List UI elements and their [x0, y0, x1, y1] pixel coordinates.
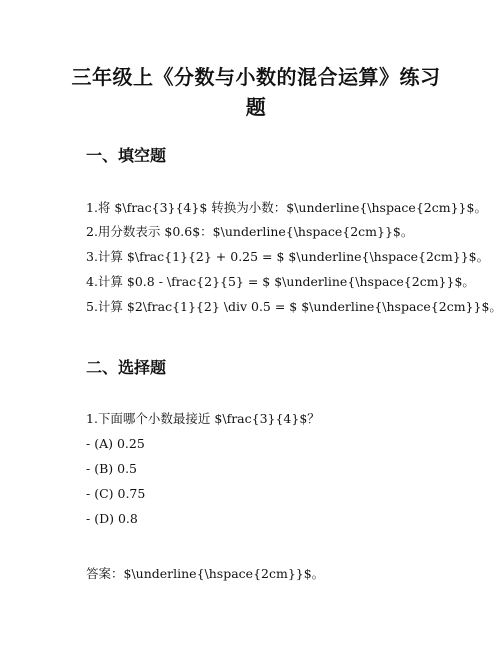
choice-question-1: 1.下面哪个小数最接近 $\frac{3}{4}$？	[86, 411, 320, 426]
choice-option-b: - (B) 0.5	[86, 461, 137, 476]
fill-in-question-2: 2.用分数表示 $0.6$：$\underline{\hspace{2cm}}$。	[86, 224, 414, 239]
section-heading-fill-in: 一、填空题	[86, 146, 167, 165]
fill-in-question-5: 5.计算 $2\frac{1}{2} \div 0.5 = $ $\underline{\hspace{2cm}}$。	[86, 299, 502, 314]
section-heading-multiple-choice: 二、选择题	[86, 358, 167, 377]
document-title: 三年级上《分数与小数的混合运算》练习题	[71, 65, 441, 119]
choice-option-d: - (D) 0.8	[86, 511, 138, 526]
choice-option-a: - (A) 0.25	[86, 436, 145, 451]
fill-in-question-1: 1.将 $\frac{3}{4}$ 转换为小数：$\underline{\hspace{2cm}}$。	[86, 200, 487, 215]
fill-in-question-3: 3.计算 $\frac{1}{2} + 0.25 = $ $\underline{\hspace{2cm}}$。	[86, 249, 490, 264]
answer-line: 答案：$\underline{\hspace{2cm}}$。	[86, 566, 325, 581]
fill-in-question-4: 4.计算 $0.8 - \frac{2}{5} = $ $\underline{\hspace{2cm}}$。	[86, 274, 475, 289]
choice-option-c: - (C) 0.75	[86, 486, 146, 501]
